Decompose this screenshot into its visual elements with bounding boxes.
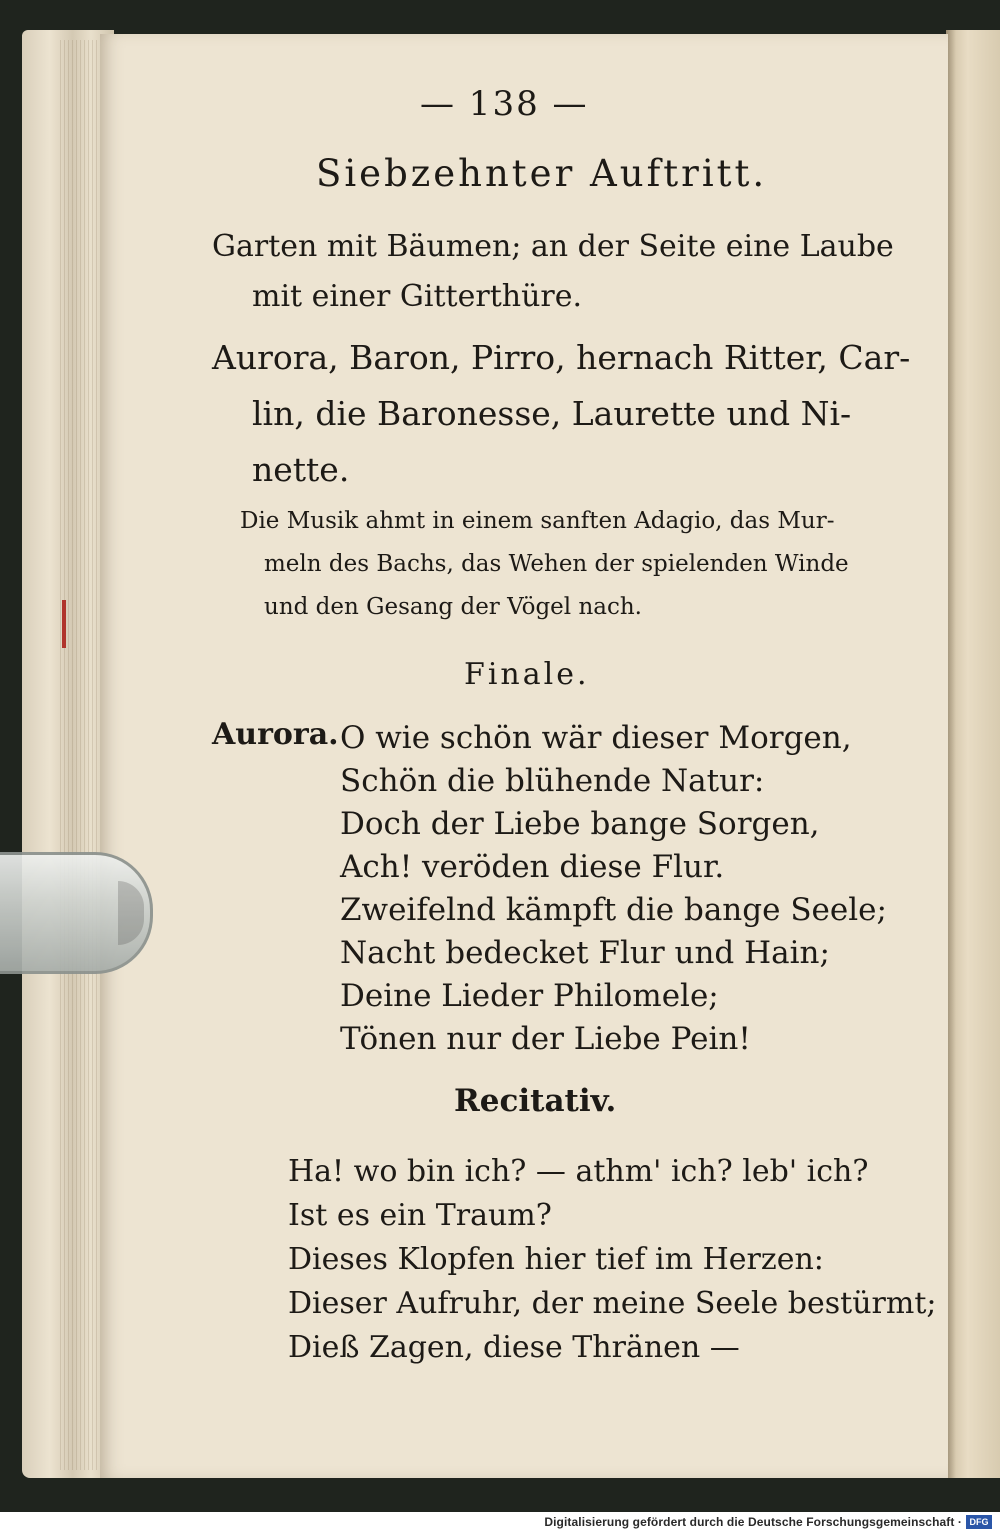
aria-verse [340,717,887,1061]
verse-line: Ach! veröden diese Flur. [340,849,725,885]
stage-line: und den Gesang der Vögel nach. [264,594,642,620]
page-edge-lines [60,40,100,1470]
page-number: — 138 — [420,84,589,124]
verse-line: Nacht bedecket Flur und Hain; [340,935,830,971]
recit-line: Dieser Aufruhr, der meine Seele bestürmt; [288,1286,937,1321]
finale-title: Finale. [464,657,590,692]
stage-direction [240,500,849,629]
cast-line: nette. [252,450,350,489]
scene-heading: Siebzehnter Auftritt. [316,152,768,195]
scene-line: Garten mit Bäumen; an der Seite eine Laube [212,229,894,264]
verse-line: O wie schön wär dieser Morgen, [340,720,852,756]
recit-line: Dieß Zagen, diese Thränen — [288,1330,740,1365]
footer-credit[interactable]: Digitalisierung gefördert durch die Deutsche Forschungsgemeinschaft · [544,1515,962,1529]
recit-line: Ist es ein Traum? [288,1198,552,1233]
stage-line: meln des Bachs, das Wehen der spielenden Winde [264,551,849,577]
cast-list [212,330,910,498]
recit-line: Ha! wo bin ich? — athm' ich? leb' ich? [288,1154,869,1189]
verse-line: Doch der Liebe bange Sorgen, [340,806,820,842]
red-bookmark-mark [62,600,66,648]
verse-line: Deine Lieder Philomele; [340,978,719,1014]
dfg-logo[interactable]: DFG [966,1515,992,1529]
plastic-page-clip [0,852,153,974]
footer-bar [0,1512,1000,1533]
cast-line: lin, die Baronesse, Laurette und Ni- [252,394,852,433]
recit-line: Dieses Klopfen hier tief im Herzen: [288,1242,824,1277]
scene-description [212,222,894,322]
recitativ-text [288,1150,937,1370]
opposite-page-edge [946,30,1000,1478]
stage-line: Die Musik ahmt in einem sanften Adagio, das Mur- [240,508,835,534]
scene-line: mit einer Gitterthüre. [252,279,583,314]
verse-line: Tönen nur der Liebe Pein! [340,1021,751,1057]
verse-line: Zweifelnd kämpft die bange Seele; [340,892,887,928]
verse-line: Schön die blühende Natur: [340,763,765,799]
recitativ-title: Recitativ. [454,1083,617,1119]
cast-line: Aurora, Baron, Pirro, hernach Ritter, Car- [212,338,911,377]
speaker-name: Aurora. [212,717,339,752]
